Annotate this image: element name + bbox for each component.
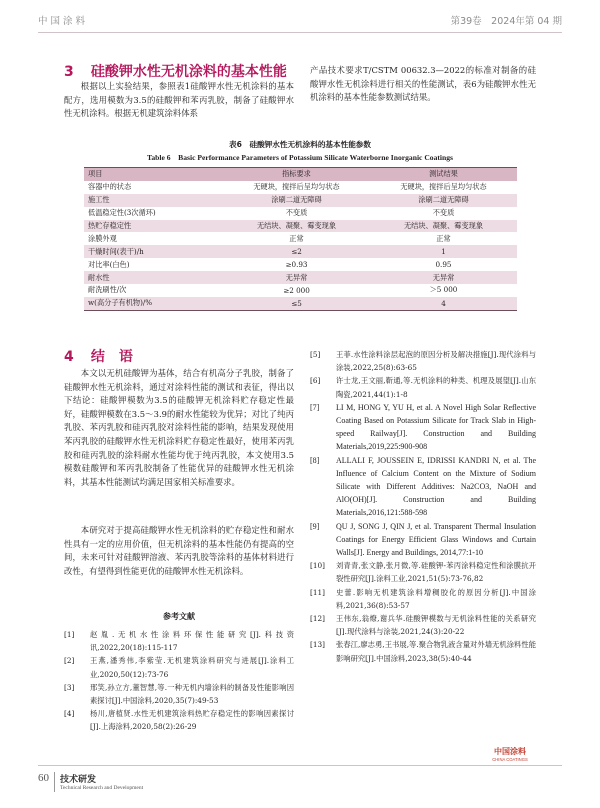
logo-text-cn: 中国涂料 <box>494 747 526 756</box>
table-cell: ＞5 000 <box>429 285 458 295</box>
table-header-cell: 测试结果 <box>370 168 517 181</box>
page-number: 60 <box>38 772 49 784</box>
table-cell: 无异常 <box>370 271 517 284</box>
conclusion-paragraph-2: 本研究对于提高硅酸钾水性无机涂料的贮存稳定性和耐水性具有一定的应用价值，但无机涂料的基本性能仍有提高的空间，未来可针对硅酸钾溶液、苯丙乳胶等涂料的基体材料进行改性，有望得到性能更优的硅酸钾水性无机涂料。 <box>64 525 294 576</box>
table-row <box>84 297 517 310</box>
table-cell: 涂刷二道无障碍 <box>223 194 370 207</box>
footer-divider <box>54 772 55 792</box>
column-name-cn: 技术研发 <box>60 775 97 785</box>
logo-text-en: CHINA COATINGS <box>492 757 528 762</box>
section-number: 4 <box>64 349 74 365</box>
table-cell: 4 <box>370 297 517 310</box>
reference-item: [2] 王燕,潘秀伟,李紫莹.无机建筑涂料研究与进展[J].涂料工业,2020,50(12):73-76 <box>64 656 294 679</box>
table-cell: 低温稳定性(3次循环) <box>88 208 156 218</box>
section-title: 硅酸钾水性无机涂料的基本性能 <box>90 64 287 80</box>
section-title: 结 语 <box>90 349 133 365</box>
reference-item: [5] 王菲.水性涂料涂层起泡的原因分析及解决措施[J].现代涂料与涂装,2022,25(8):63-65 <box>310 350 536 373</box>
table-cell: 1 <box>370 245 517 258</box>
table-cell: 涂刷二道无障碍 <box>370 194 517 207</box>
table-cell: 干燥时间(表干)/h <box>84 245 223 258</box>
table-caption-cn: 表6 硅酸钾水性无机涂料的基本性能参数 <box>229 140 371 149</box>
references-title: 参考文献 <box>163 612 195 621</box>
table-caption-en: Table 6 Basic Performance Parameters of Potassium Silicate Waterborne Inorganic Coatings <box>146 153 454 162</box>
journal-logo <box>483 746 537 762</box>
footer-column-label <box>60 772 143 791</box>
performance-table <box>84 167 517 311</box>
conclusion-paragraph-1: 本文以无机硅酸钾为基体，结合有机高分子乳胶，制备了硅酸钾水性无机涂料，通过对涂料性能的测试和表征，得出以下结论：硅酸钾模数为3.5的硅酸钾无机涂料贮存稳定性最好，硅酸钾模数在3.5～3.9的耐水性能较为优异；对比了纯丙乳胶、苯丙乳胶和硅丙乳胶对涂料性能的影响，结果发现使用苯丙乳胶的硅酸钾水性无机涂料贮存稳定性最好，使用苯丙乳胶和硅丙乳胶的涂料耐水性能均优于纯丙乳胶，本文使用3.5模数硅酸钾和苯丙乳胶制备了性能优异的硅酸钾水性无机涂料，其基本性能测试均满足国家相关标准要求。 <box>64 368 294 487</box>
section-3-left-paragraph: 根据以上实验结果，参照表1硅酸钾水性无机涂料的基本配方，选用模数为3.5的硅酸钾和苯丙乳胶，制备了硅酸钾水性无机涂料。根据无机建筑涂料体系 <box>64 81 294 119</box>
section-3-right-paragraph: 产品技术要求T/CSTM 00632.3—2022的标准对制备的硅酸钾水性无机涂料进行相关的性能测试，表6为硅酸钾水性无机涂料的基本性能参数测试结果。 <box>310 65 536 103</box>
table-row <box>84 284 517 297</box>
table-cell: 不变质 <box>285 208 308 218</box>
table-cell: 无结块、凝聚、霉变现象 <box>223 220 370 233</box>
table-cell: 施工性 <box>84 194 223 207</box>
table-cell: 对比率(白色) <box>88 259 130 269</box>
table-cell: 不变质 <box>432 208 455 218</box>
table-cell: 正常 <box>289 233 304 243</box>
table-row <box>84 245 517 258</box>
table-row <box>84 194 517 207</box>
section-number: 3 <box>64 64 74 80</box>
section-3-heading <box>64 61 287 81</box>
reference-item: [11] 史蕾.影响无机建筑涂料增稠胶化的原因分析[J].中国涂料,2021,36(8):53-57 <box>310 587 536 610</box>
reference-item: [10] 刘青青,张文静,张月微,等.硅酸钾-苯丙涂料稳定性和涂膜抗开裂性研究[J].涂料工业,2021,51(5):73-76,82 <box>310 561 536 584</box>
table-cell: 容器中的状态 <box>88 182 132 192</box>
footer-rule <box>38 765 562 766</box>
table-header-cell: 指标要求 <box>223 168 370 181</box>
reference-item: [6] 许士龙,王文丽,靳通,等.无机涂料的种类、机理及展望[J].山东陶瓷,2021,44(1):1-8 <box>310 376 536 399</box>
table-row <box>84 258 517 271</box>
page-footer <box>38 772 143 792</box>
section-4-heading <box>64 346 133 366</box>
reference-item: [9] QU J, SONG J, QIN J, et al. Transparent Thermal Insulation Coatings for Energy Efficient Glass Windows and Curtain Walls[J]. Energy and Buildings, 2014,77:1-10 <box>310 521 536 558</box>
column-name-en: Technical Research and Development <box>60 785 144 791</box>
table-row <box>84 271 517 284</box>
reference-item: [1] 赵胤.无机水性涂料环保性能研究[J].科技资讯,2022,20(18):115-117 <box>64 630 294 653</box>
table-cell: 热贮存稳定性 <box>84 220 223 233</box>
references-right-column <box>310 348 536 665</box>
reference-item: [4] 杨川,唐植贤.水性无机建筑涂料热贮存稳定性的影响因素探讨[J].上海涂料,2020,58(2):26-29 <box>64 709 294 732</box>
reference-item: [3] 邢笑,孙立方,董智慧,等.一种无机内墙涂料的制备及性能影响因素探讨[J].中国涂料,2020,35(7):49-53 <box>64 682 294 706</box>
reference-item: [13] 张春江,廖志勇,王书展,等.聚合物乳液含量对外墙无机涂料性能影响研究[J].中国涂料,2023,38(5):40-44 <box>310 640 536 663</box>
journal-name: 中 国 涂 料 <box>38 16 86 27</box>
header-rule <box>38 32 562 33</box>
table-cell: ≥2 000 <box>283 285 310 295</box>
reference-item: [8] ALLALI F, JOUSSEIN E, IDRISSI KANDRI N, et al. The Influence of Calcium Content on the Mixture of Sodium Silicate with Different Additives: Na2CO3, NaOH and AlO(OH)[J]. Construction and Building Materials,2016,121:588-598 <box>310 455 536 518</box>
table-header-cell: 项目 <box>84 168 223 181</box>
table-cell: ≤5 <box>223 297 370 310</box>
reference-item: [12] 王伟东,翁燎,谢兵华.硅酸钾模数与无机涂料性能的关系研究[J].现代涂料与涂装,2021,24(3):20-22 <box>310 614 536 637</box>
table-cell: 涂膜外观 <box>88 233 117 243</box>
reference-item: [7] LI M, HONG Y, YU H, et al. A Novel High Solar Reflective Coating Based on Potassium Silicate for Track Slab in High-speed Railway[J]. Construction and Building Materials,2019,225:900-908 <box>310 402 536 452</box>
references-left-column <box>64 628 294 734</box>
table-cell: w(高分子有机物)/% <box>84 297 223 310</box>
table-cell: ≤2 <box>223 245 370 258</box>
table-cell: 无异常 <box>223 271 370 284</box>
table-cell: 0.95 <box>435 260 452 270</box>
table-cell: 耐洗刷性/次 <box>88 285 127 295</box>
table-cell: ≥0.93 <box>285 260 308 270</box>
table-cell: 耐水性 <box>84 271 223 284</box>
table-cell: 正常 <box>436 233 451 243</box>
table-row <box>84 232 517 245</box>
table-cell: 无硬块，搅拌后呈均匀状态 <box>400 182 487 192</box>
table-row <box>84 181 517 194</box>
table-cell: 无硬块，搅拌后呈均匀状态 <box>253 182 340 192</box>
table-row <box>84 207 517 220</box>
table-row <box>84 220 517 233</box>
table-cell: 无结块、凝聚、霉变现象 <box>370 220 517 233</box>
issue-info: 第39卷 2024年第 04 期 <box>450 16 562 27</box>
table-header-row <box>84 168 517 181</box>
